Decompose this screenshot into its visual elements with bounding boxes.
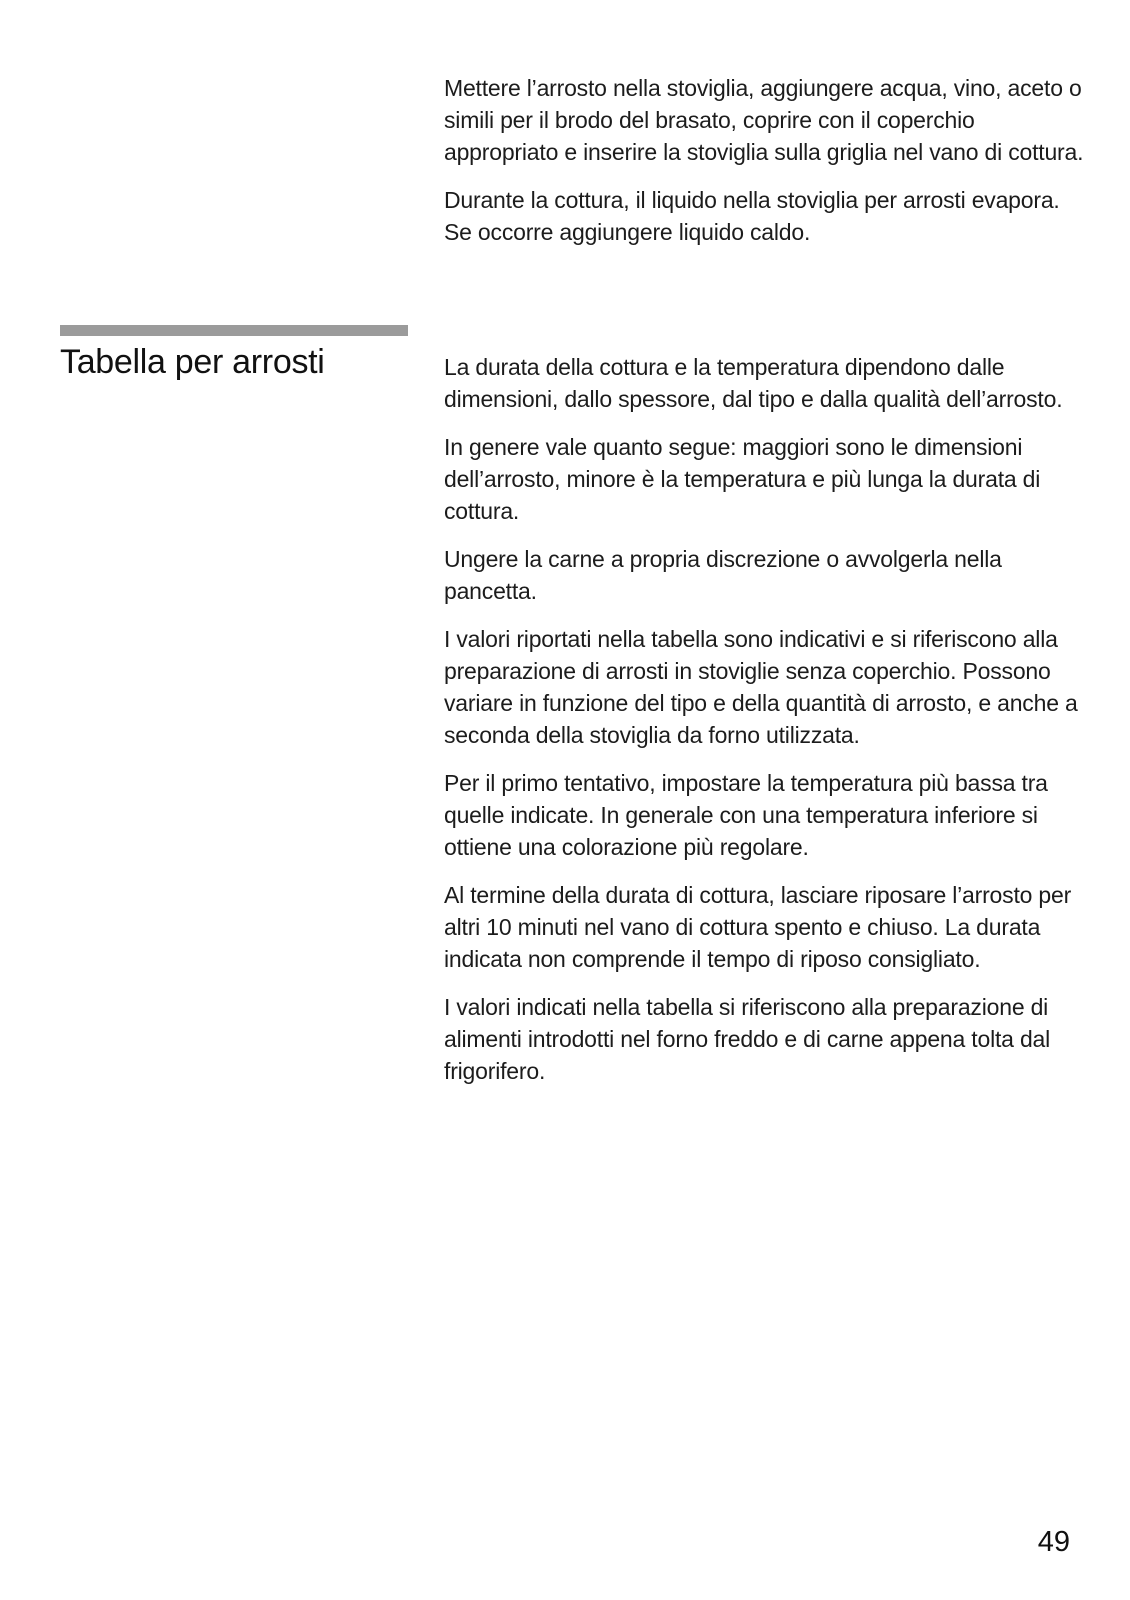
body-paragraph: Al termine della durata di cottura, lasciare riposare l’arrosto per altri 10 minuti nel vano di cottura spento e chiuso. La durata indicata non comprende il tempo di riposo consigliato. xyxy=(444,882,1072,972)
body-paragraph: I valori riportati nella tabella sono indicativi e si riferiscono alla preparazione di arrosti in stoviglie senza coperchio. Possono variare in funzione del tipo e della quantità di arrosto, e anche a seconda della stoviglia da forno utilizzata. xyxy=(444,626,1078,748)
body-paragraph: La durata della cottura e la temperatura dipendono dalle dimensioni, dallo spessore, dal tipo e dalla qualità dell’arrosto. xyxy=(444,354,1063,412)
intro-text-column xyxy=(444,72,1084,264)
body-paragraph: Per il primo tentativo, impostare la temperatura più bassa tra quelle indicate. In generale con una temperatura inferiore si ottiene una colorazione più regolare. xyxy=(444,770,1048,860)
page-number: 49 xyxy=(1037,1526,1070,1558)
section-heading: Tabella per arrosti xyxy=(60,343,325,381)
body-paragraph: In genere vale quanto segue: maggiori sono le dimensioni dell’arrosto, minore è la temperatura e più lunga la durata di cottura. xyxy=(444,434,1041,524)
section-divider-rule xyxy=(60,325,408,336)
intro-paragraph: Mettere l’arrosto nella stoviglia, aggiungere acqua, vino, aceto o simili per il brodo del brasato, coprire con il coperchio appropriato e inserire la stoviglia sulla griglia nel vano di cottura. xyxy=(444,75,1084,165)
body-paragraph: Ungere la carne a propria discrezione o avvolgerla nella pancetta. xyxy=(444,546,1002,604)
section-text-column xyxy=(444,351,1084,1103)
intro-paragraph: Durante la cottura, il liquido nella stoviglia per arrosti evapora. Se occorre aggiungere liquido caldo. xyxy=(444,187,1060,245)
body-paragraph: I valori indicati nella tabella si riferiscono alla preparazione di alimenti introdotti nel forno freddo e di carne appena tolta dal frigorifero. xyxy=(444,994,1051,1084)
